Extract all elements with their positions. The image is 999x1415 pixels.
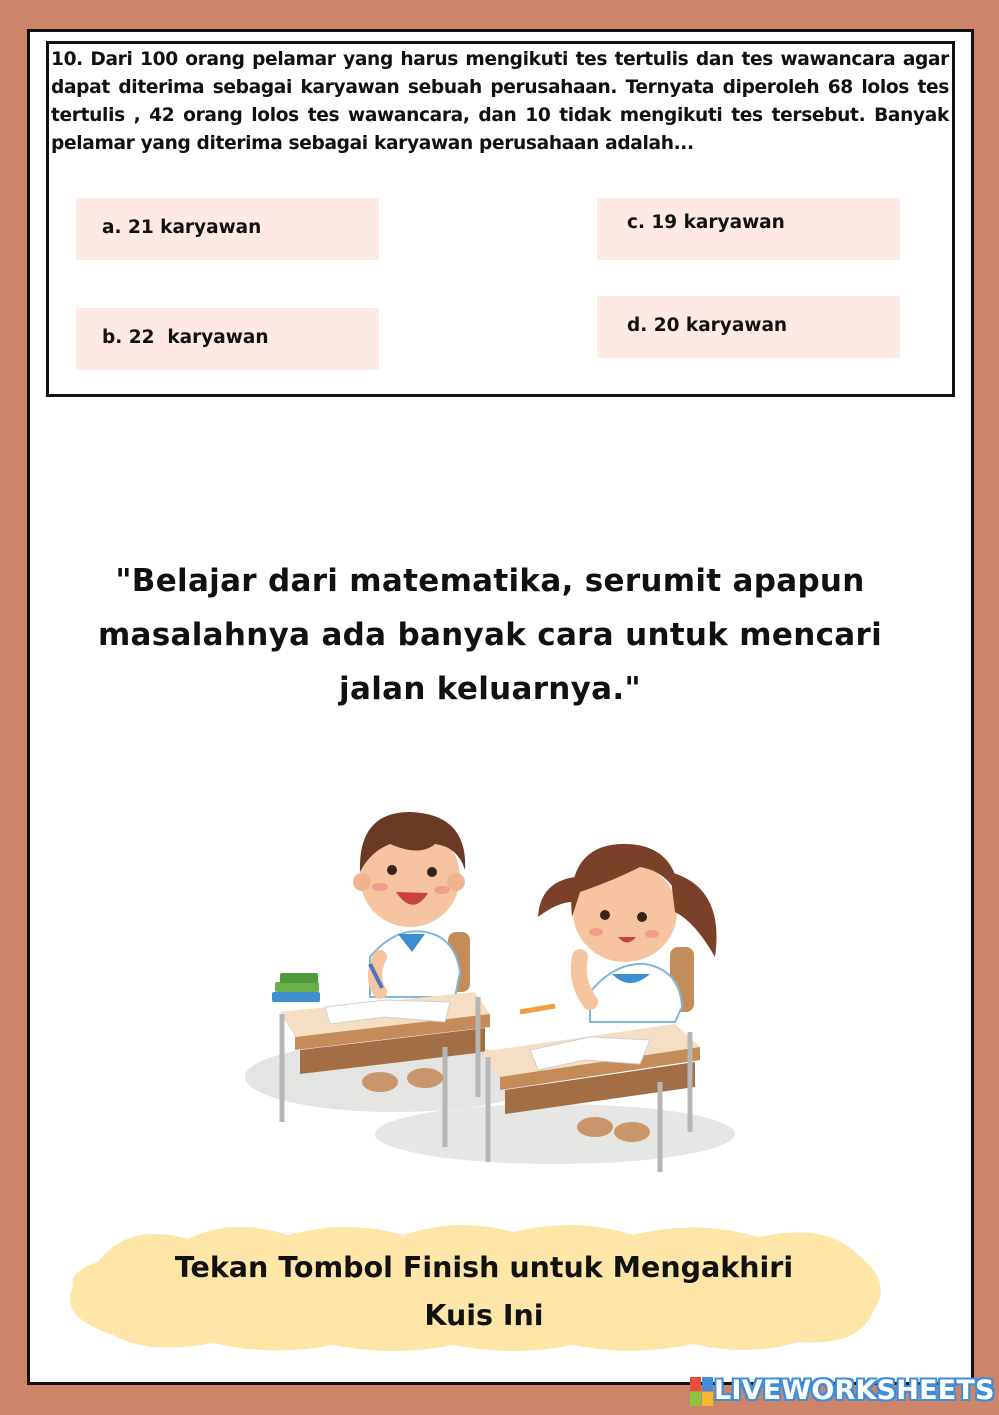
liveworksheets-watermark xyxy=(690,1374,995,1410)
students-studying-illustration xyxy=(220,752,740,1172)
option-c[interactable] xyxy=(597,198,900,260)
option-a[interactable] xyxy=(76,198,379,260)
liveworksheets-logo-icon xyxy=(690,1377,714,1407)
option-b[interactable] xyxy=(76,308,379,370)
option-c-label: c. 19 karyawan xyxy=(627,212,785,233)
quote-line-1: "Belajar dari matematika, serumit apapun xyxy=(115,563,865,599)
worksheet-page xyxy=(27,29,974,1385)
quote-line-2: masalahnya ada banyak cara untuk mencari xyxy=(97,617,883,653)
option-b-label: b. 22 karyawan xyxy=(102,327,269,348)
finish-instruction xyxy=(90,1244,878,1340)
watermark-text: LIVEWORKSHEETS xyxy=(714,1375,995,1406)
finish-line-2: Kuis Ini xyxy=(424,1299,544,1332)
finish-line-1: Tekan Tombol Finish untuk Mengakhiri xyxy=(174,1251,794,1284)
option-d[interactable] xyxy=(597,296,900,358)
question-text: 10. Dari 100 orang pelamar yang harus mengikuti tes tertulis dan tes wawancara agar dapat diterima sebagai karyawan sebuah perusahaan. Ternyata diperoleh 68 lolos tes tertulis , 42 orang lolos tes wawancara, dan 10 tidak mengikuti tes tersebut. Banyak pelamar yang diterima sebagai karyawan perusahaan adalah... xyxy=(51,49,949,154)
option-d-label: d. 20 karyawan xyxy=(627,315,788,336)
question-box xyxy=(46,41,955,397)
quote-line-3: jalan keluarnya." xyxy=(339,671,641,707)
motivational-quote xyxy=(70,554,910,716)
option-a-label: a. 21 karyawan xyxy=(102,217,262,238)
